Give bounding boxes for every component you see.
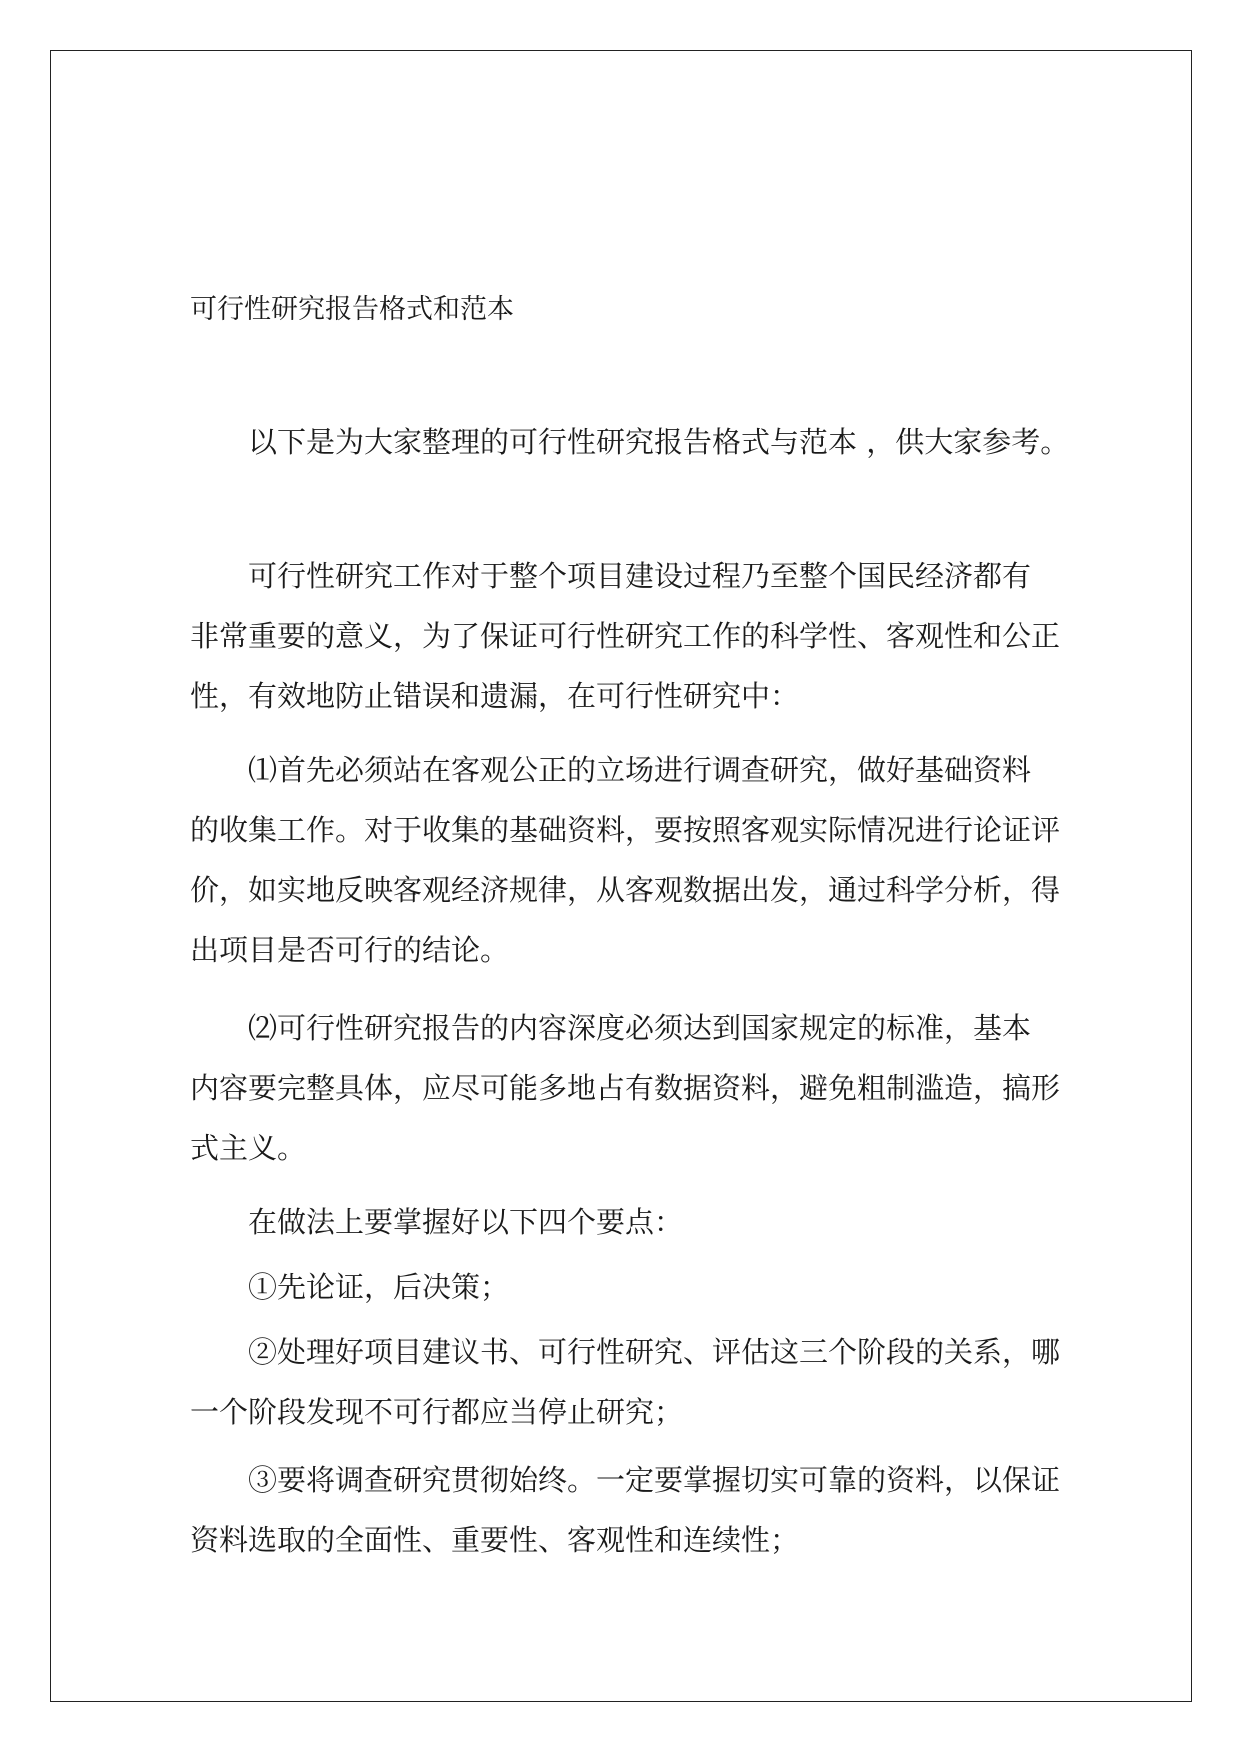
paragraph-line: 的收集工作。对于收集的基础资料，要按照客观实际情况进行论证评 [190,813,1061,847]
paragraph-line: 以下是为大家整理的可行性研究报告格式与范本 ，供大家参考。 [248,425,1070,459]
paragraph-importance [190,546,1070,726]
list-item-2 [190,1322,1070,1442]
paragraph-line: 一个阶段发现不可行都应当停止研究； [190,1395,684,1429]
paragraph-key-points-intro [190,1192,1070,1252]
paragraph-line: 资料选取的全面性、重要性、客观性和连续性； [190,1523,800,1557]
list-item-1 [190,1257,1070,1317]
paragraph-line: 式主义。 [190,1131,307,1165]
paragraph-line: ③要将调查研究贯彻始终。一定要掌握切实可靠的资料，以保证 [248,1463,1061,1497]
paragraph-line: 出项目是否可行的结论。 [190,933,510,967]
paragraph-line: 价，如实地反映客观经济规律，从客观数据出发，通过科学分析，得 [190,873,1061,907]
paragraph-point-1 [190,740,1070,980]
paragraph-line: ①先论证，后决策； [248,1270,510,1304]
paragraph-line: ⑵可行性研究报告的内容深度必须达到国家规定的标准，基本 [248,1011,1032,1045]
paragraph-line: 内容要完整具体，应尽可能多地占有数据资料，避免粗制滥造，搞形 [190,1071,1061,1105]
paragraph-line: 非常重要的意义，为了保证可行性研究工作的科学性、客观性和公正 [190,619,1061,653]
paragraph-line: ⑴首先必须站在客观公正的立场进行调查研究，做好基础资料 [248,753,1032,787]
paragraph-line: 在做法上要掌握好以下四个要点： [248,1205,684,1239]
paragraph-point-2 [190,998,1070,1178]
paragraph-line: ②处理好项目建议书、可行性研究、评估这三个阶段的关系，哪 [248,1335,1061,1369]
paragraph-intro [190,412,1070,472]
paragraph-line: 性，有效地防止错误和遗漏，在可行性研究中： [190,679,800,713]
paragraph-line: 可行性研究工作对于整个项目建设过程乃至整个国民经济都有 [248,559,1032,593]
document-title: 可行性研究报告格式和范本 [190,294,514,325]
list-item-3 [190,1450,1070,1570]
